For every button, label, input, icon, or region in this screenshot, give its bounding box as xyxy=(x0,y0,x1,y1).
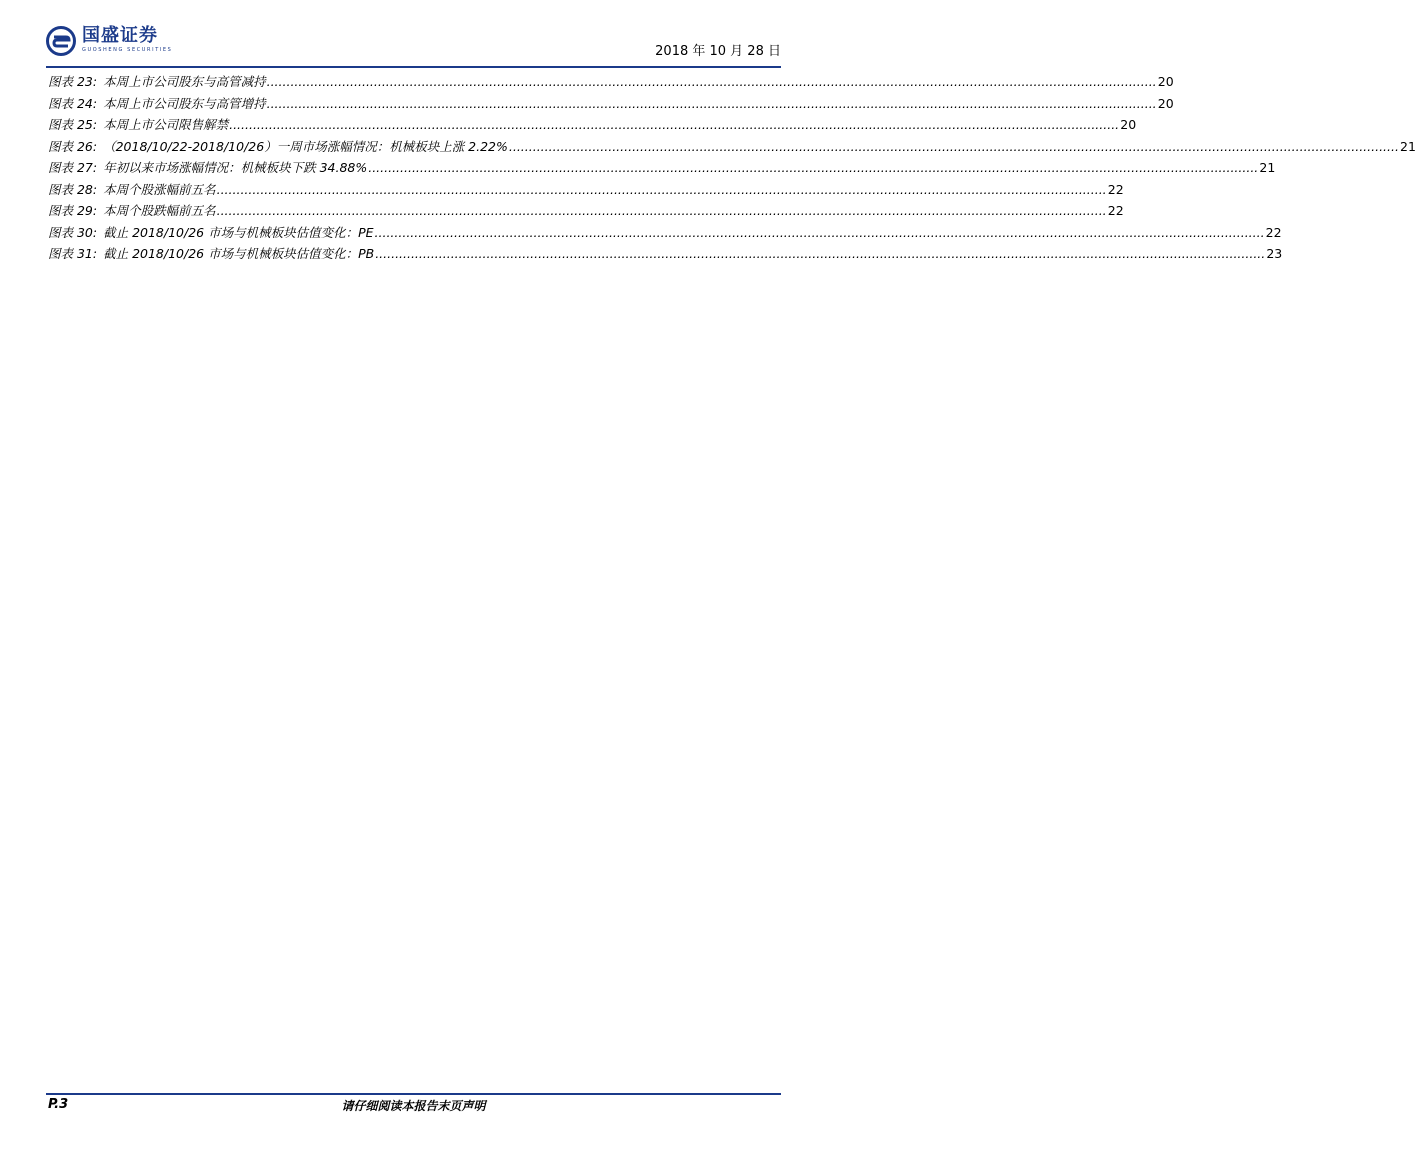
logo-english-name: GUOSHENG SECURITIES xyxy=(82,47,173,53)
toc-leader-dots xyxy=(368,157,1258,179)
toc-leader-dots xyxy=(267,71,1157,93)
toc-entry-label: 图表 24: xyxy=(48,95,98,111)
disclaimer-note: 请仔细阅读本报告末页声明 xyxy=(341,1099,486,1113)
toc-entry-page: 22 xyxy=(1107,203,1124,218)
toc-entry-label: 图表 31: xyxy=(48,246,98,261)
guosheng-logo-icon xyxy=(46,26,76,56)
toc-leader-dots xyxy=(217,179,1107,201)
toc-entry-page: 22 xyxy=(1265,224,1282,240)
toc-entry[interactable] xyxy=(48,200,1124,222)
toc-entry-label: 图表 28: xyxy=(48,181,98,197)
figure-index-list xyxy=(48,71,1416,265)
toc-entry-page: 23 xyxy=(1266,246,1283,261)
page-header xyxy=(0,0,827,75)
toc-entry[interactable] xyxy=(48,136,1416,158)
toc-leader-dots xyxy=(375,222,1265,244)
toc-entry-page: 20 xyxy=(1157,74,1174,89)
toc-leader-dots xyxy=(217,200,1107,222)
toc-entry[interactable] xyxy=(48,179,1124,201)
toc-entry-label: 图表 25: xyxy=(48,117,98,132)
header-divider xyxy=(46,66,781,68)
toc-entry-title: （2018/10/22-2018/10/26）一周市场涨幅情况：机械板块上涨 2.22% xyxy=(103,138,508,154)
toc-entry-title: 本周个股跌幅前五名 xyxy=(103,203,216,218)
toc-entry-page: 22 xyxy=(1107,181,1124,197)
toc-leader-dots xyxy=(375,243,1265,265)
toc-entry-page: 20 xyxy=(1120,117,1137,132)
toc-entry-label: 图表 23: xyxy=(48,74,98,89)
toc-entry-page: 20 xyxy=(1157,95,1174,111)
toc-leader-dots xyxy=(229,114,1119,136)
toc-entry-title: 本周上市公司限售解禁 xyxy=(103,117,229,132)
toc-entry[interactable] xyxy=(48,157,1276,179)
toc-entry-label: 图表 30: xyxy=(48,224,98,240)
toc-entry-title: 年初以来市场涨幅情况：机械板块下跌 34.88% xyxy=(103,160,368,175)
toc-entry-label: 图表 26: xyxy=(48,138,98,154)
toc-entry-label: 图表 29: xyxy=(48,203,98,218)
company-logo xyxy=(46,26,172,56)
toc-entry[interactable] xyxy=(48,222,1282,244)
toc-entry-title: 本周上市公司股东与高管减持 xyxy=(103,74,266,89)
toc-entry-title: 截止 2018/10/26 市场与机械板块估值变化：PE xyxy=(103,224,374,240)
toc-entry-title: 本周个股涨幅前五名 xyxy=(103,181,216,197)
toc-entry-page: 21 xyxy=(1400,138,1416,154)
toc-entry[interactable] xyxy=(48,114,1137,136)
toc-entry-page: 21 xyxy=(1259,160,1276,175)
footer-divider xyxy=(46,1093,781,1095)
logo-chinese-name: 国盛证券 xyxy=(82,25,158,46)
report-date: 2018 年 10 月 28 日 xyxy=(655,44,781,59)
toc-entry-title: 截止 2018/10/26 市场与机械板块估值变化：PB xyxy=(103,246,375,261)
page-number: P.3 xyxy=(48,1097,69,1112)
toc-entry[interactable] xyxy=(48,243,1283,265)
toc-leader-dots xyxy=(267,93,1157,115)
toc-entry-label: 图表 27: xyxy=(48,160,98,175)
toc-entry-title: 本周上市公司股东与高管增持 xyxy=(103,95,266,111)
toc-leader-dots xyxy=(509,136,1399,158)
toc-entry[interactable] xyxy=(48,71,1174,93)
toc-entry[interactable] xyxy=(48,93,1174,115)
